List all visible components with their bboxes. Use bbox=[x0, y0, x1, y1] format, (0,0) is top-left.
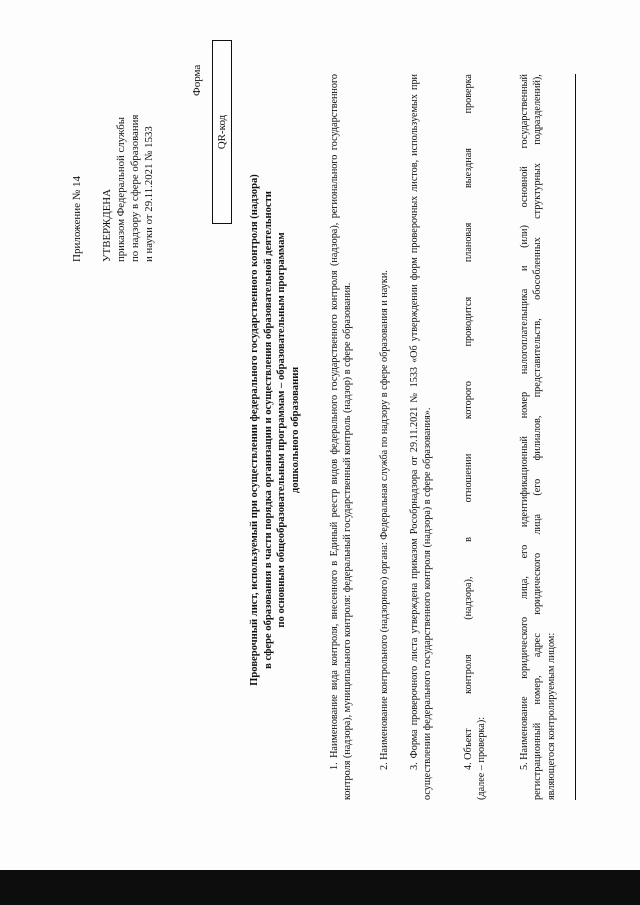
word: юридического bbox=[532, 552, 544, 615]
approval-block bbox=[100, 42, 156, 262]
item-2-authority bbox=[378, 74, 391, 800]
word: проверка bbox=[463, 74, 474, 114]
word: идентификационный bbox=[519, 436, 530, 528]
item-4-tail: (далее – проверка): bbox=[476, 716, 488, 800]
word: юридического bbox=[519, 616, 530, 679]
scan-bottom-bar bbox=[0, 870, 640, 905]
word: государственный bbox=[519, 74, 530, 149]
title-line: в сфере образования в части порядка организации и осуществления образовательной деятельности bbox=[262, 191, 274, 669]
word: основной bbox=[519, 166, 530, 208]
word: 4. Объект bbox=[463, 728, 474, 770]
word: филиалов, bbox=[532, 415, 544, 461]
word: адрес bbox=[532, 633, 544, 658]
item-5-legal-entity bbox=[518, 74, 558, 800]
document-title bbox=[248, 170, 302, 690]
approval-line: по надзору в сфере образования bbox=[129, 114, 142, 262]
word: (его bbox=[532, 478, 544, 496]
item-text: 3. Форма проверочного листа утверждена приказом Рособрнадзора от 29.11.2021 № 1533 «Об утверждении форм проверочных листов, используемых при осуществлении федерального государственного контроля (надзора) в сфере образования». bbox=[409, 74, 434, 800]
word: отношении bbox=[463, 453, 474, 503]
qr-code-box bbox=[212, 40, 232, 224]
item-3-form-approval bbox=[408, 74, 435, 800]
item-5-line-1 bbox=[518, 74, 531, 800]
title-line: Проверочный лист, используемый при осуществлении федерального государственного контроля (надзора) bbox=[249, 174, 260, 686]
word: налогоплательщика bbox=[519, 288, 530, 375]
word: представительств, bbox=[532, 318, 544, 398]
item-5-tail: являющегося контролируемым лицом: bbox=[545, 632, 557, 800]
word: 5. Наименование bbox=[519, 696, 530, 770]
word: структурных bbox=[532, 163, 544, 219]
approval-line: УТВЕРЖДЕНА bbox=[101, 189, 113, 262]
fill-in-line bbox=[575, 74, 576, 800]
word: в bbox=[463, 537, 474, 542]
word: которого bbox=[463, 381, 474, 420]
item-text: 1. Наименование вида контроля, внесенного в Единый реестр видов федерального государственного контроля (надзора), регионального государственного контроля (надзора), муниципального контроля: федеральный государственный контроль (надзор) в сфере образования. bbox=[329, 74, 354, 800]
form-label: Форма bbox=[191, 64, 203, 96]
word: номер, bbox=[532, 675, 544, 705]
item-4-inspection-object bbox=[462, 74, 489, 800]
word: плановая bbox=[463, 222, 474, 263]
word: выездная bbox=[463, 148, 474, 189]
word: (надзора), bbox=[463, 576, 474, 620]
title-line: по основным общеобразовательным программам – образовательным программам bbox=[276, 232, 288, 628]
qr-code-label: QR-код bbox=[216, 114, 228, 150]
word: его bbox=[519, 544, 530, 559]
word: регистрационный bbox=[532, 722, 544, 800]
item-4-line bbox=[462, 74, 475, 800]
approval-line: приказом Федеральной службы bbox=[115, 117, 128, 262]
word: лица bbox=[532, 514, 544, 535]
word: и bbox=[519, 265, 530, 272]
word: проводится bbox=[463, 296, 474, 347]
word: подразделений), bbox=[532, 74, 544, 145]
appendix-number: Приложение № 14 bbox=[71, 175, 83, 262]
word: лица, bbox=[519, 576, 530, 600]
title-line: дошкольного образования bbox=[289, 366, 301, 494]
word: обособленных bbox=[532, 237, 544, 300]
item-text: 2. Наименование контрольного (надзорного) органа: Федеральная служба по надзору в сфере образования и науки. bbox=[379, 270, 390, 770]
item-1-control-type bbox=[328, 74, 355, 800]
word: (или) bbox=[519, 225, 530, 248]
word: контроля bbox=[463, 654, 474, 694]
word: номер bbox=[519, 391, 530, 419]
approval-line: и науки от 29.11.2021 № 1533 bbox=[143, 126, 156, 262]
item-5-line-2 bbox=[531, 74, 544, 800]
